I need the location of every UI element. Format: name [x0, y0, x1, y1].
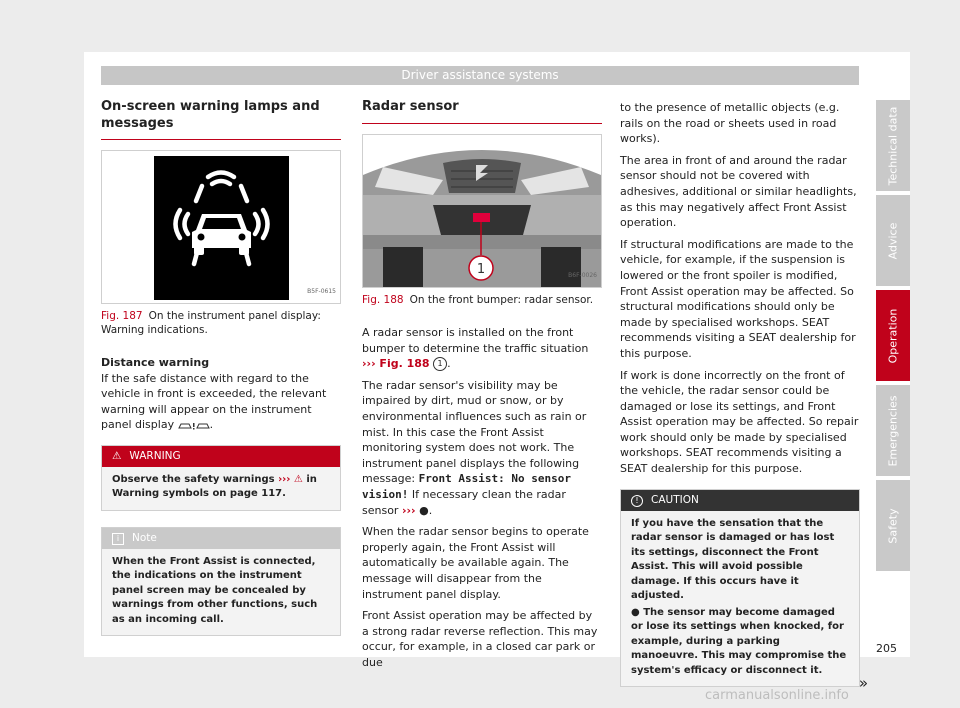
- figure-number: Fig. 187: [101, 310, 143, 322]
- section-tabs: [876, 100, 910, 575]
- note-header: i Note: [102, 528, 340, 549]
- figure-link[interactable]: ››› Fig. 188: [362, 357, 430, 371]
- figure-number: Fig. 188: [362, 294, 404, 306]
- paragraph: Front Assist operation may be affected by a strong radar reverse reflection. This may occur, for example, in a closed car park or due: [362, 609, 598, 669]
- figure-code: B6F-0026: [568, 272, 597, 280]
- callout-1: 1: [476, 262, 486, 277]
- heading-rule: [362, 123, 602, 124]
- caution-box: [620, 489, 860, 688]
- caution-header: ! CAUTION: [621, 490, 859, 511]
- figure-187: [101, 150, 341, 304]
- column-3: [620, 100, 868, 692]
- figure-caption: [101, 309, 341, 337]
- watermark: carmanualsonline.info: [705, 688, 849, 703]
- section-heading: On-screen warning lamps and messages: [101, 99, 320, 131]
- warning-box: [101, 445, 341, 511]
- section-heading: Radar sensor: [362, 99, 459, 114]
- note-box: [101, 527, 341, 637]
- figure-caption-text: On the front bumper: radar sensor.: [409, 294, 594, 306]
- paragraph: The radar sensor's visibility may be impaired by dirt, mud or snow, or by environmental influences such as rain or mist. In this case the Front Assist monitoring system does not work. The instrument panel displays the following message: Front Assist: No sensor vision! If necessary clean the radar sensor ››› ●.: [362, 378, 587, 517]
- tab-advice[interactable]: Advice: [876, 195, 910, 286]
- column-2: [362, 98, 602, 676]
- warning-text: Observe the safety warnings ››› ⚠ in Warning symbols on page 117.: [112, 473, 317, 500]
- caution-bullet: ● The sensor may become damaged or lose its settings when knocked, for example, during a parking manoeuvre. This may compromise the system's efficacy or disconnect it.: [631, 606, 847, 676]
- continue-marker: »: [858, 673, 868, 692]
- message-text: Front Assist: No sensor vision!: [362, 472, 571, 501]
- warning-car-icon: [154, 156, 289, 300]
- tab-technical-data[interactable]: Technical data: [876, 100, 910, 191]
- page-number: 205: [876, 642, 897, 655]
- paragraph: If work is done incorrectly on the front of the vehicle, the radar sensor could be damaged or lose its settings, and Front Assist operation may be affected. So repair work should only be made by specialised workshops. SEAT recommends visiting a SEAT dealership for this purpose.: [620, 368, 859, 476]
- tab-emergencies[interactable]: Emergencies: [876, 385, 910, 476]
- paragraph: If structural modifications are made to the vehicle, for example, if the suspension is lowered or the front spoiler is modified, Front Assist operation may be affected. So structural modifications should only be made by specialised workshops. SEAT recommends visiting a SEAT dealership for this purpose.: [620, 237, 856, 360]
- note-text: When the Front Assist is connected, the indications on the instrument panel screen may be concealed by warnings from other functions, such as an incoming call.: [112, 555, 318, 625]
- distance-warning-icon: [178, 421, 210, 430]
- paragraph: to the presence of metallic objects (e.g. rails on the road or sheets used in road works).: [620, 101, 840, 146]
- figure-caption: [362, 293, 602, 307]
- paragraph: If the safe distance with regard to the vehicle in front is exceeded, the relevant warning will appear on the instrument panel display .: [101, 371, 327, 432]
- caution-text: If you have the sensation that the radar sensor is damaged or has lost its settings, disconnect the Front Assist. This will avoid possible damage. If this occurs have it adjusted. ● The sensor may become damaged or lose its settings when knocked, for example, during a parking manoeuvre. This may compromise the system's efficacy or disconnect it.: [621, 511, 859, 687]
- paragraph: When the radar sensor begins to operate properly again, the Front Assist will automatically be available again. The message will disappear from the instrument panel display.: [362, 525, 589, 601]
- display-panel: [154, 156, 289, 300]
- warning-icon: ⚠: [112, 449, 122, 462]
- warning-header: ⚠ WARNING: [102, 446, 340, 467]
- tab-operation[interactable]: Operation: [876, 290, 910, 381]
- warning-triangle-icon: ⚠: [293, 473, 303, 485]
- paragraph: The area in front of and around the radar sensor should not be covered with adhesives, additional or similar headlights, as this may negatively affect Front Assist operation.: [620, 153, 857, 230]
- page-header: Driver assistance systems: [101, 66, 859, 85]
- car-front-illustration: [363, 135, 601, 287]
- column-1: [101, 98, 341, 636]
- tab-safety[interactable]: Safety: [876, 480, 910, 571]
- caution-icon: !: [631, 495, 643, 507]
- subheading: Distance warning: [101, 356, 210, 369]
- figure-code: B5F-0615: [307, 288, 336, 296]
- heading-rule: [101, 139, 341, 140]
- caution-ref-icon: ●: [419, 503, 429, 517]
- info-icon: i: [112, 533, 124, 545]
- paragraph: A radar sensor is installed on the front bumper to determine the traffic situation ››› Fig. 188 1 .: [362, 326, 589, 371]
- figure-caption-text: On the instrument panel display: Warning indications.: [101, 310, 321, 336]
- figure-188: [362, 134, 602, 288]
- callout-ref: 1: [433, 357, 447, 371]
